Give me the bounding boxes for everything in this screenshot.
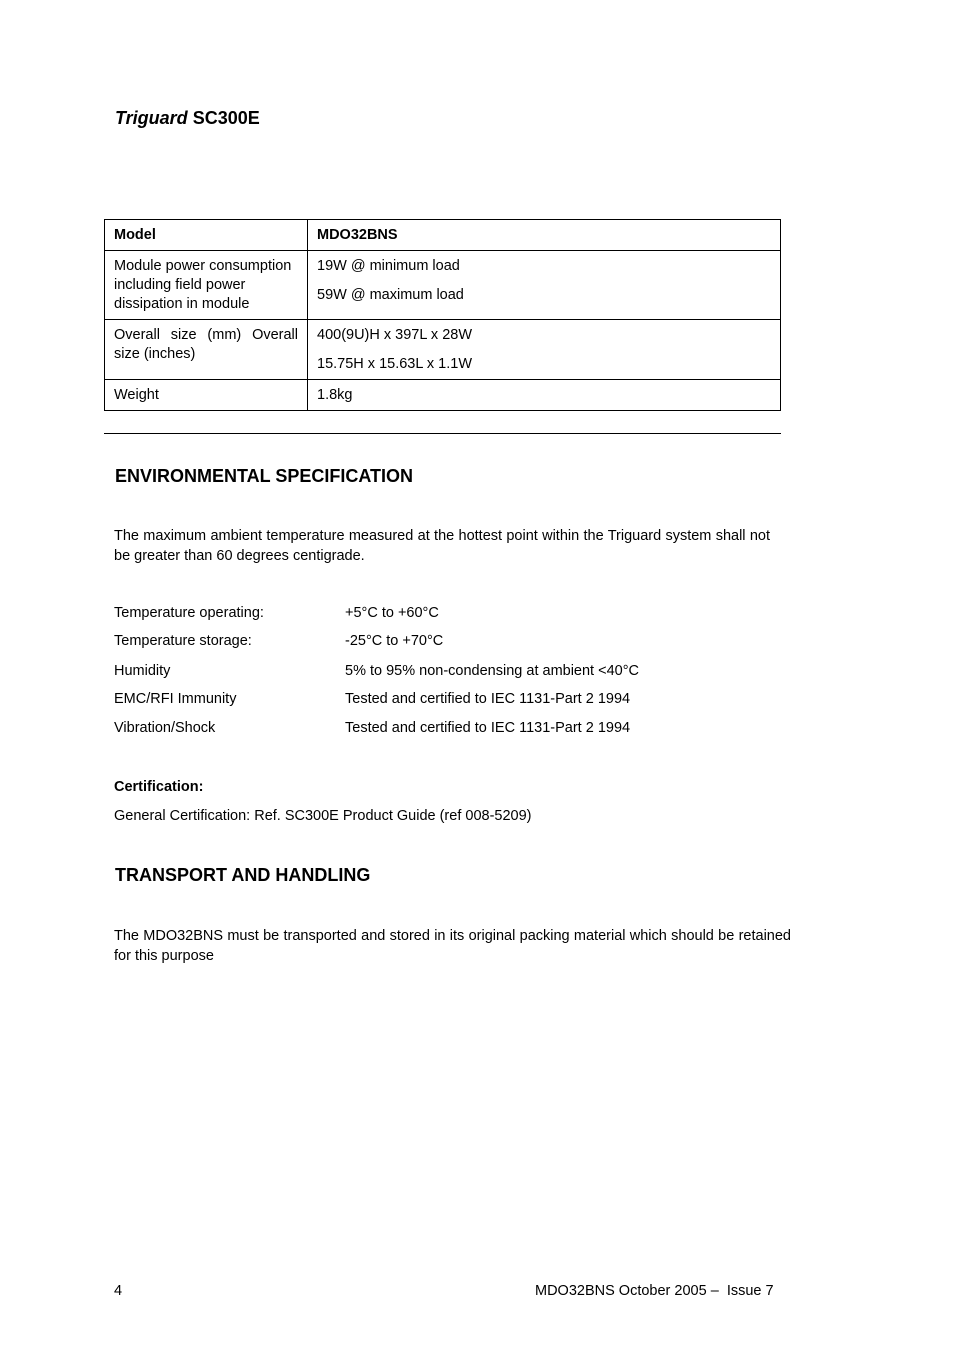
table-row bbox=[105, 380, 781, 411]
spec-label: Temperature operating: bbox=[114, 605, 264, 621]
module-spec-table bbox=[104, 219, 781, 411]
table-cell-value bbox=[308, 320, 781, 380]
table-cell-line: 59W @ maximum load bbox=[317, 287, 464, 303]
table-cell-line: 400(9U)H x 397L x 28W bbox=[317, 327, 473, 343]
footer-page-number: 4 bbox=[114, 1283, 123, 1299]
table-cell-line: 15.75H x 15.63L x 1.1W bbox=[317, 356, 473, 372]
table-cell-label: Overall size (mm) Overall size (inches) bbox=[105, 320, 308, 380]
table-header-row bbox=[105, 220, 781, 251]
certification-label: Certification: bbox=[114, 779, 204, 795]
footer-doc-info: MDO32BNS October 2005 – Issue 7 bbox=[535, 1283, 774, 1299]
table-bottom-rule bbox=[104, 433, 781, 434]
table-cell-line: 1.8kg bbox=[317, 387, 353, 403]
transport-heading: TRANSPORT AND HANDLING bbox=[115, 865, 371, 885]
table-cell-label: Module power consumption including field power dissipation in module bbox=[105, 251, 308, 320]
table-cell-value bbox=[308, 251, 781, 320]
table-cell-label: Weight bbox=[105, 380, 308, 411]
spec-label: Vibration/Shock bbox=[114, 720, 216, 736]
spec-label: Temperature storage: bbox=[114, 633, 252, 649]
table-header-label: Model bbox=[105, 220, 308, 251]
environmental-heading: ENVIRONMENTAL SPECIFICATION bbox=[115, 466, 414, 486]
spec-value: Tested and certified to IEC 1131-Part 2 1994 bbox=[345, 691, 631, 707]
table-cell-line: 19W @ minimum load bbox=[317, 258, 460, 274]
table-cell-value bbox=[308, 380, 781, 411]
table-row bbox=[105, 251, 781, 320]
transport-text: The MDO32BNS must be transported and stored in its original packing material which should be retained for this purpose bbox=[114, 928, 791, 964]
spec-value: 5% to 95% non-condensing at ambient <40°C bbox=[345, 663, 639, 679]
page-title bbox=[115, 108, 260, 129]
environmental-intro: The maximum ambient temperature measured at the hottest point within the Triguard system shall not be greater than 60 degrees centigrade. bbox=[114, 528, 770, 564]
product-model: SC300E bbox=[187, 108, 260, 128]
spec-value: -25°C to +70°C bbox=[345, 633, 444, 649]
brand-name: Triguard bbox=[115, 108, 188, 128]
certification-text: General Certification: Ref. SC300E Product Guide (ref 008-5209) bbox=[114, 808, 532, 824]
spec-label: Humidity bbox=[114, 663, 171, 679]
table-header-value: MDO32BNS bbox=[308, 220, 781, 251]
table-row bbox=[105, 320, 781, 380]
spec-label: EMC/RFI Immunity bbox=[114, 691, 237, 707]
spec-value: +5°C to +60°C bbox=[345, 605, 439, 621]
spec-value: Tested and certified to IEC 1131-Part 2 1994 bbox=[345, 720, 631, 736]
